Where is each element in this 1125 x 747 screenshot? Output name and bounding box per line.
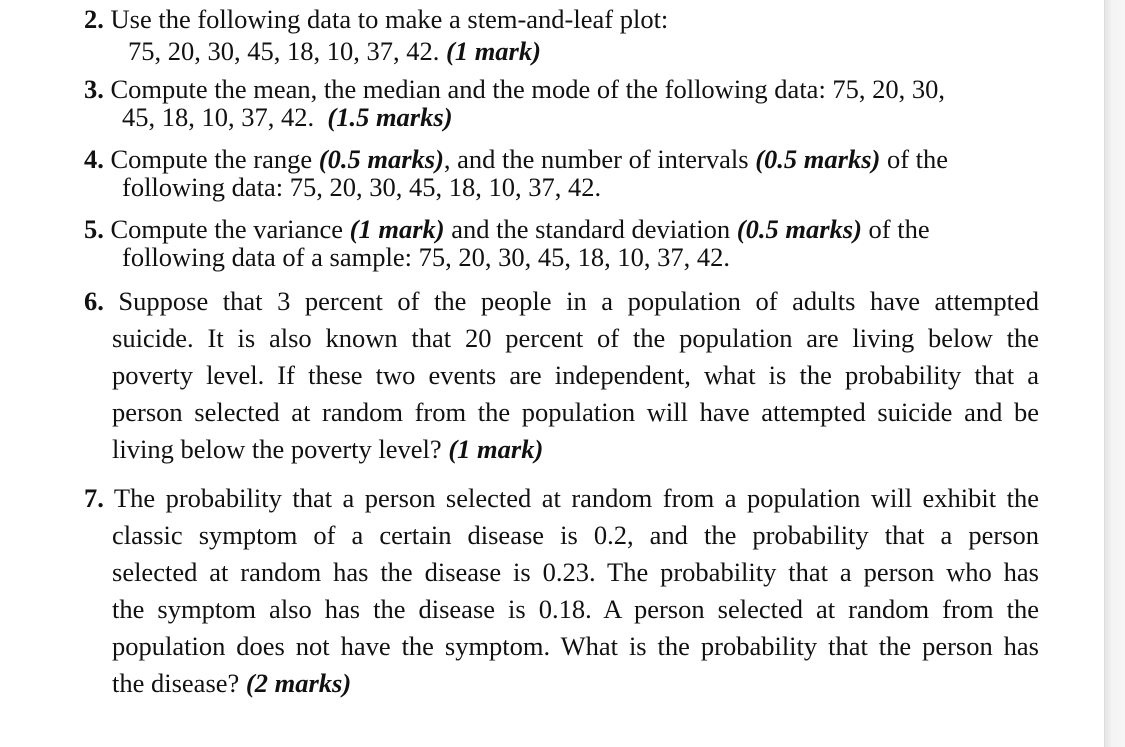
- question-number: 6.: [84, 286, 104, 316]
- marks-label: (0.5 marks): [736, 214, 862, 244]
- marks-label: (1 mark): [448, 434, 544, 464]
- marks-label: (1.5 marks): [327, 102, 453, 132]
- question-text-continued: [84, 104, 1044, 131]
- data-values: 45, 18, 10, 37, 42.: [122, 102, 315, 132]
- marks-label: (1 mark): [349, 214, 445, 244]
- question-text: , and the number of intervals: [443, 144, 749, 174]
- data-values: 75, 20, 30, 45, 18, 10, 37, 42.: [128, 36, 440, 66]
- question-text: the disease?: [112, 668, 240, 698]
- question-number: 7.: [84, 483, 104, 513]
- question-text-continued: [84, 34, 1044, 68]
- question-text-continued: following data: 75, 20, 30, 45, 18, 10, 37, 42.: [122, 172, 602, 202]
- question-4: [84, 144, 1044, 201]
- question-number: 4.: [84, 144, 104, 174]
- question-text-continued: following data of a sample: 75, 20, 30, 45, 18, 10, 37, 42.: [122, 242, 730, 272]
- question-text: Compute the mean, the median and the mode of the following data: 75, 20, 30,: [110, 74, 946, 104]
- marks-label: (1 mark): [446, 36, 541, 66]
- question-6: [84, 283, 1039, 468]
- question-line: selected at random has the disease is 0.23. The probability that a person who has: [112, 557, 1039, 587]
- marks-label: (2 marks): [245, 668, 352, 698]
- question-3: [84, 74, 1044, 131]
- question-line: [84, 665, 1039, 702]
- question-text: living below the poverty level?: [112, 434, 442, 464]
- question-7: [84, 480, 1039, 702]
- question-text: Compute the range: [110, 144, 313, 174]
- question-line: person selected at random from the population will have attempted suicide and be: [112, 397, 1039, 427]
- question-text: The probability that a person selected at random from a population will exhibit the: [113, 483, 1039, 513]
- question-text: of the: [886, 144, 949, 174]
- question-text: of the: [868, 214, 930, 244]
- question-text: Suppose that 3 percent of the people in a population of adults have attempted: [118, 286, 1039, 316]
- question-line: [84, 480, 1039, 517]
- question-5: [84, 214, 1044, 271]
- question-line: [84, 283, 1039, 320]
- question-2: [84, 4, 1044, 68]
- question-text: Compute the variance: [110, 214, 344, 244]
- question-line: [84, 431, 1039, 468]
- question-text: and the standard deviation: [451, 214, 731, 244]
- question-line: poverty level. If these two events are independent, what is the probability that a: [112, 360, 1039, 390]
- question-number: 5.: [84, 214, 104, 244]
- question-line: suicide. It is also known that 20 percent of the population are living below the: [112, 323, 1039, 353]
- marks-label: (0.5 marks): [755, 144, 881, 174]
- page-edge-shadow: [1104, 0, 1125, 747]
- marks-label: (0.5 marks): [318, 144, 444, 174]
- question-text: Use the following data to make a stem-and-leaf plot:: [110, 4, 669, 34]
- question-line: the symptom also has the disease is 0.18. A person selected at random from the: [112, 594, 1039, 624]
- question-number: 2.: [84, 4, 104, 34]
- question-number: 3.: [84, 74, 104, 104]
- question-line: population does not have the symptom. What is the probability that the person has: [112, 631, 1039, 661]
- question-line: classic symptom of a certain disease is 0.2, and the probability that a person: [112, 520, 1039, 550]
